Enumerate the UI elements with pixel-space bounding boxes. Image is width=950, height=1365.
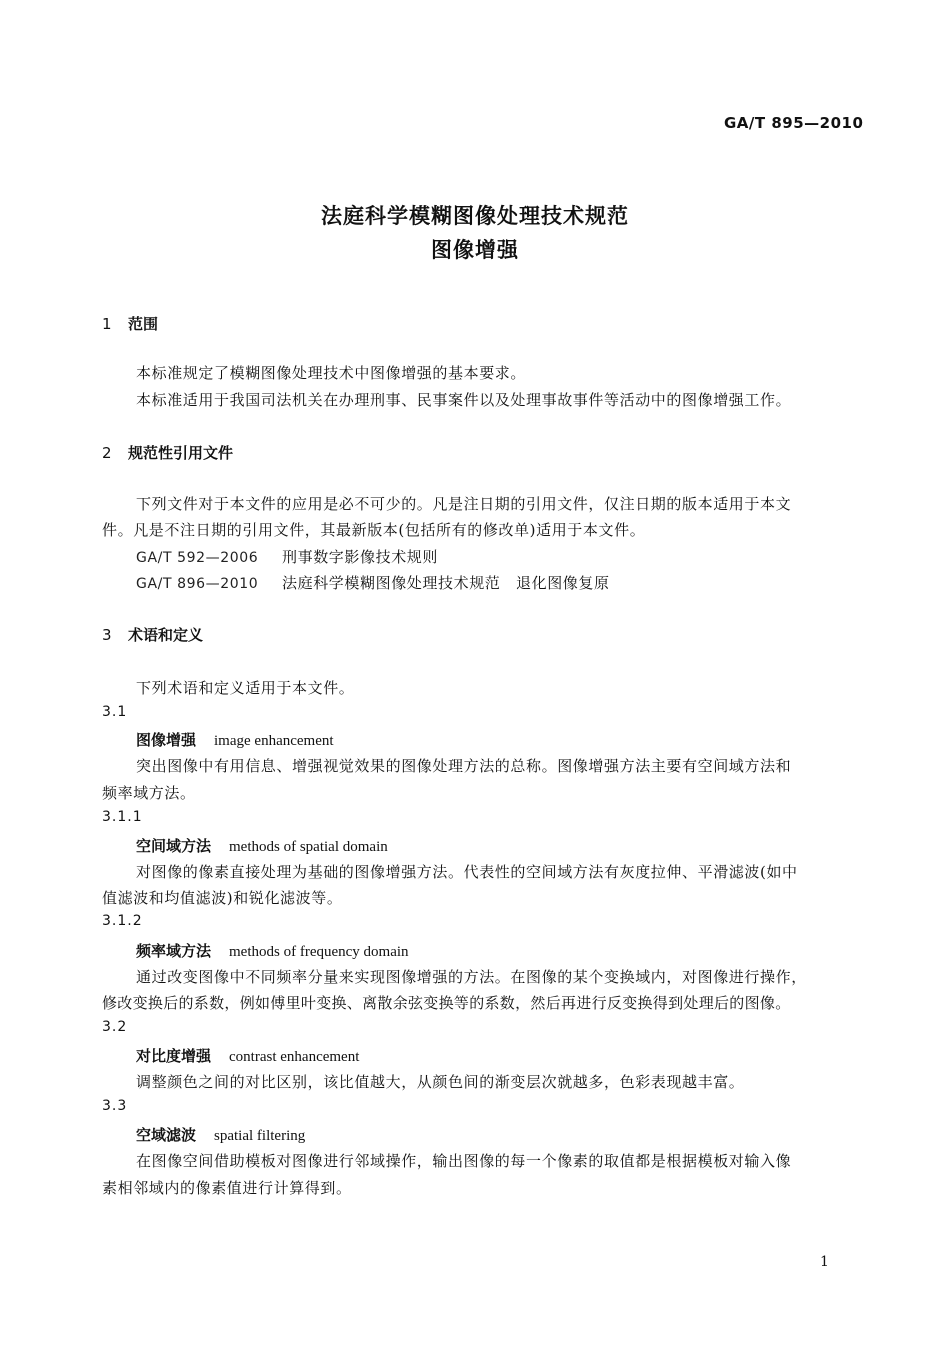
definition: 频率域方法。 [102,784,196,802]
standard-code: GA/T 895—2010 [724,114,864,132]
definition: 修改变换后的系数，例如傅里叶变换、离散余弦变换等的系数，然后再进行反变换得到处理后的图像。 [102,994,791,1012]
term-heading [136,835,388,856]
definition: 素相邻域内的像素值进行计算得到。 [102,1179,352,1197]
definition: 调整颜色之间的对比区别，该比值越大，从颜色间的渐变层次就越多，色彩表现越丰富。 [136,1073,745,1091]
reference-item [136,546,438,567]
reference-code: GA/T 896—2010 [136,576,259,592]
section-1-heading [102,313,158,334]
term-en: contrast enhancement [229,1049,360,1065]
term-heading [136,729,334,750]
definition: 值滤波和均值滤波)和锐化滤波等。 [102,889,343,907]
reference-title: 法庭科学模糊图像处理技术规范 退化图像复原 [282,574,610,592]
section-3-heading [102,624,203,645]
clause-number: 3.1.1 [102,809,143,825]
doc-subtitle: 图像增强 [431,238,519,262]
definition: 突出图像中有用信息、增强视觉效果的图像处理方法的总称。图像增强方法主要有空间域方法和 [136,757,792,775]
term-zh: 空域滤波 [136,1126,197,1144]
term-en: methods of frequency domain [229,944,409,960]
reference-code: GA/T 592—2006 [136,550,259,566]
paragraph: 件。凡是不注日期的引用文件，其最新版本(包括所有的修改单)适用于本文件。 [102,521,646,539]
term-zh: 频率域方法 [136,942,212,960]
clause-number: 3.2 [102,1019,128,1035]
paragraph: 下列文件对于本文件的应用是必不可少的。凡是注日期的引用文件，仅注日期的版本适用于本文 [136,495,792,513]
section-2-heading [102,442,233,463]
section-title: 规范性引用文件 [128,444,234,462]
reference-title: 刑事数字影像技术规则 [282,548,439,566]
section-title: 术语和定义 [128,626,204,644]
clause-number: 3.1 [102,704,128,720]
section-number: 2 [102,444,112,462]
term-heading [136,940,409,961]
term-en: spatial filtering [214,1128,306,1144]
definition: 通过改变图像中不同频率分量来实现图像增强的方法。在图像的某个变换域内，对图像进行操作， [136,968,807,986]
definition: 对图像的像素直接处理为基础的图像增强方法。代表性的空间域方法有灰度拉伸、平滑滤波(如中 [136,863,798,881]
clause-number: 3.1.2 [102,913,143,929]
definition: 在图像空间借助模板对图像进行邻域操作，输出图像的每一个像素的取值都是根据模板对输入像 [136,1152,792,1170]
reference-item [136,572,610,593]
term-zh: 对比度增强 [136,1047,212,1065]
term-en: methods of spatial domain [229,839,388,855]
term-heading [136,1045,359,1066]
paragraph: 本标准适用于我国司法机关在办理刑事、民事案件以及处理事故事件等活动中的图像增强工作。 [136,391,792,409]
section-number: 3 [102,626,112,644]
section-number: 1 [102,315,112,333]
clause-number: 3.3 [102,1098,128,1114]
term-zh: 图像增强 [136,731,197,749]
term-en: image enhancement [214,733,334,749]
paragraph: 本标准规定了模糊图像处理技术中图像增强的基本要求。 [136,364,527,382]
term-zh: 空间域方法 [136,837,212,855]
term-heading [136,1124,305,1145]
page-number: 1 [820,1254,829,1270]
section-title: 范围 [128,315,159,333]
doc-title: 法庭科学模糊图像处理技术规范 [321,204,629,228]
paragraph: 下列术语和定义适用于本文件。 [136,679,355,697]
